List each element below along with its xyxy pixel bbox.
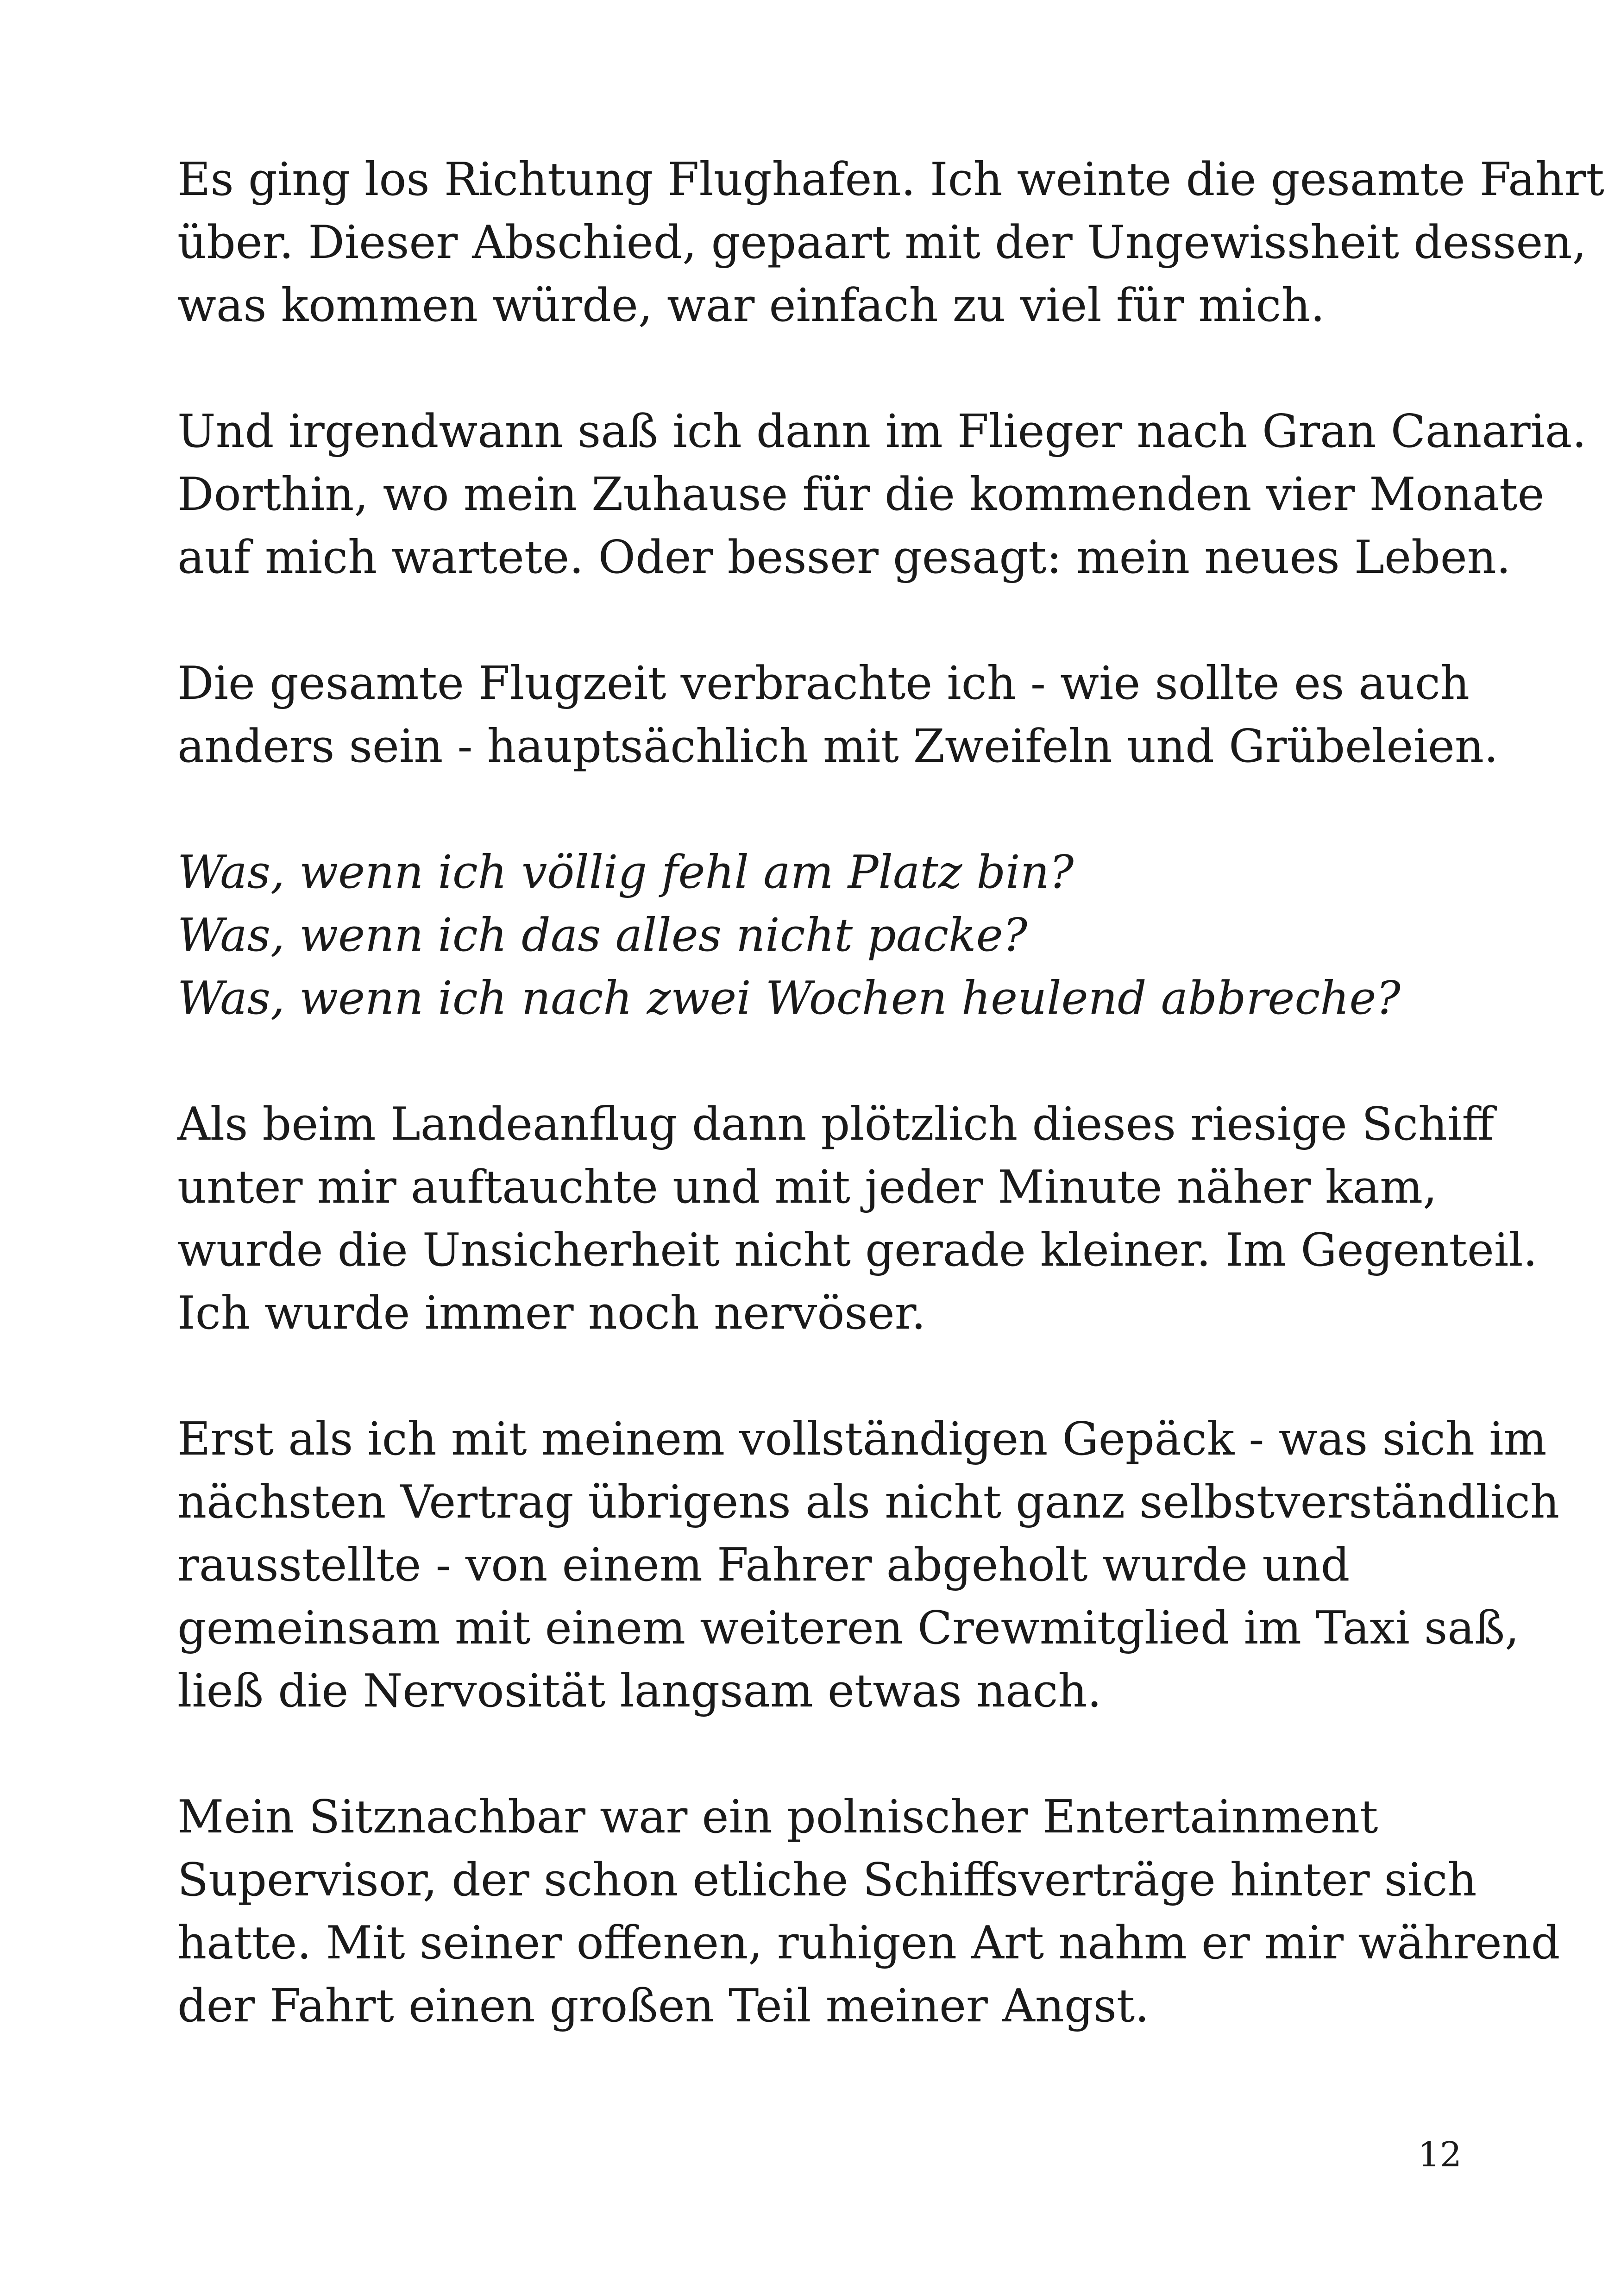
text-line: was kommen würde, war einfach zu viel für mich. bbox=[177, 279, 1325, 332]
page-number: 12 bbox=[1418, 2135, 1462, 2175]
text-line: anders sein - hauptsächlich mit Zweifeln und Grübeleien. bbox=[177, 720, 1499, 773]
page-body bbox=[177, 148, 1604, 2101]
text-line: Mein Sitznachbar war ein polnischer Entertainment bbox=[177, 1791, 1378, 1844]
question-line: Was, wenn ich das alles nicht packe? bbox=[177, 909, 1028, 962]
text-line: Ich wurde immer noch nervöser. bbox=[177, 1287, 926, 1340]
italic-questions bbox=[177, 841, 1474, 1030]
question-line: Was, wenn ich völlig fehl am Platz bin? bbox=[177, 846, 1074, 899]
text-line: Dorthin, wo mein Zuhause für die kommenden vier Monate bbox=[177, 468, 1545, 521]
paragraph-2 bbox=[177, 400, 1587, 589]
paragraph-5 bbox=[177, 1093, 1538, 1345]
text-line: auf mich wartete. Oder besser gesagt: mein neues Leben. bbox=[177, 531, 1511, 584]
paragraph-7 bbox=[177, 1786, 1560, 2038]
text-line: wurde die Unsicherheit nicht gerade kleiner. Im Gegenteil. bbox=[177, 1224, 1538, 1277]
text-line: rausstellte - von einem Fahrer abgeholt wurde und bbox=[177, 1539, 1350, 1592]
text-line: der Fahrt einen großen Teil meiner Angst. bbox=[177, 1980, 1150, 2033]
paragraph-3 bbox=[177, 652, 1499, 778]
text-line: gemeinsam mit einem weiteren Crewmitglied im Taxi saß, bbox=[177, 1602, 1520, 1655]
text-line: unter mir auftauchte und mit jeder Minute näher kam, bbox=[177, 1161, 1438, 1214]
text-line: nächsten Vertrag übrigens als nicht ganz selbstverständlich bbox=[177, 1476, 1560, 1529]
text-line: ließ die Nervosität langsam etwas nach. bbox=[177, 1665, 1102, 1718]
question-line: Was, wenn ich nach zwei Wochen heulend abbreche? bbox=[177, 972, 1401, 1025]
text-line: Die gesamte Flugzeit verbrachte ich - wie sollte es auch bbox=[177, 657, 1470, 710]
text-line: Und irgendwann saß ich dann im Flieger nach Gran Canaria. bbox=[177, 405, 1587, 458]
text-line: hatte. Mit seiner offenen, ruhigen Art nahm er mir während bbox=[177, 1917, 1560, 1970]
paragraph-1 bbox=[177, 148, 1604, 337]
text-line: Als beim Landeanflug dann plötzlich dieses riesige Schiff bbox=[177, 1098, 1495, 1151]
text-line: Erst als ich mit meinem vollständigen Gepäck - was sich im bbox=[177, 1413, 1547, 1466]
paragraph-6 bbox=[177, 1408, 1560, 1723]
text-line: über. Dieser Abschied, gepaart mit der Ungewissheit dessen, bbox=[177, 216, 1587, 269]
text-line: Es ging los Richtung Flughafen. Ich weinte die gesamte Fahrt bbox=[177, 153, 1604, 206]
text-line: Supervisor, der schon etliche Schiffsverträge hinter sich bbox=[177, 1854, 1477, 1907]
